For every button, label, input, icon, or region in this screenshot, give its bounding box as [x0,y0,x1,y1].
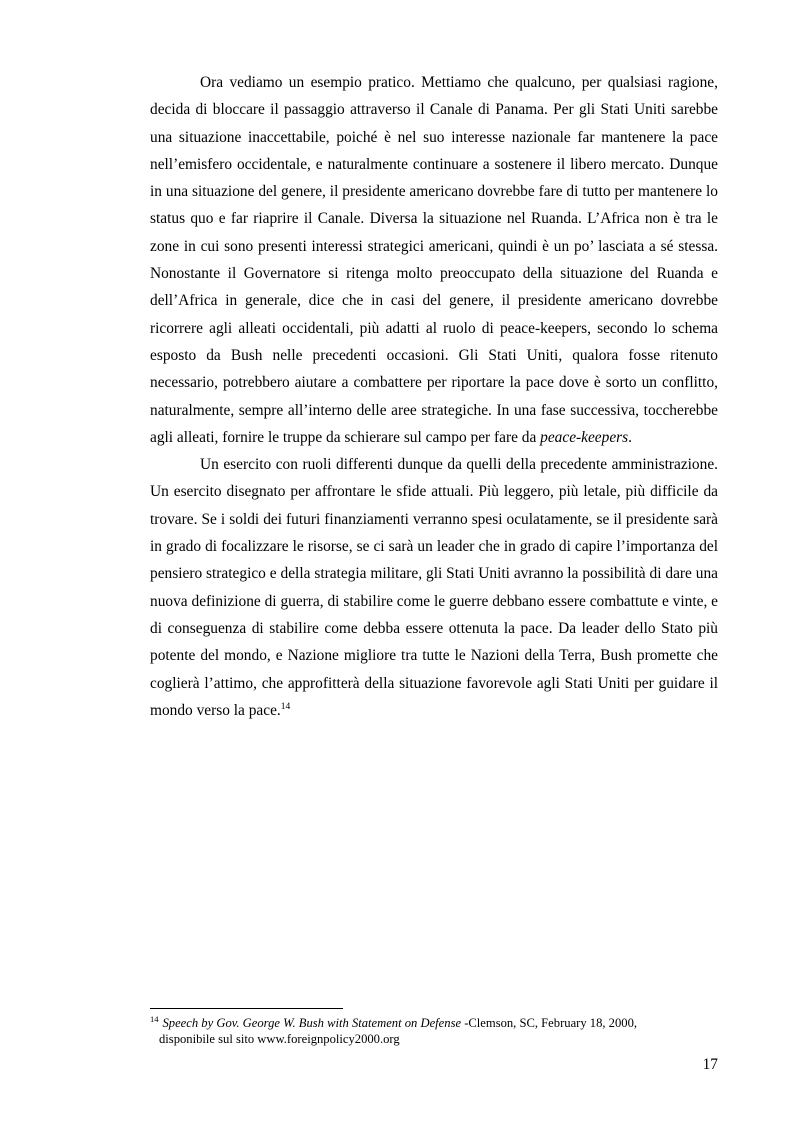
paragraph-1-end: . [628,428,633,446]
footnote-details: -Clemson, SC, February 18, 2000, [461,1016,638,1030]
paragraph-1 [150,69,718,451]
paragraph-1-text: Ora vediamo un esempio pratico. Mettiamo che qualcuno, per qualsiasi ragione, decida di bloccare il passaggio attraverso il Canale di Panama. Per gli Stati Uniti sarebbe una situazione inaccettabile, poiché è nel suo interesse nazionale far mantenere la pace nell’emisfero occidentale, e naturalmente continuare a sostenere il libero mercato. Dunque in una situazione del genere, il presidente americano dovrebbe fare di tutto per mantenere lo status quo e far riaprire il Canale. Diversa la situazione nel Ruanda. L’Africa non è tra le zone in cui sono presenti interessi strategici americani, quindi è un po’ lasciata a sé stessa. Nonostante il Governatore si ritenga molto preoccupato della situazione del Ruanda e dell’Africa in generale, dice che in casi del genere, il presidente americano dovrebbe ricorrere agli alleati occidentali, più adatti al ruolo di peace-keepers, secondo lo schema esposto da Bush nelle precedenti occasioni. Gli Stati Uniti, qualora fosse ritenuto necessario, potrebbero aiutare a combattere per riportare la pace dove è sorto un conflitto, naturalmente, sempre all’interno delle aree strategiche. In una fase successiva, toccherebbe agli alleati, fornire le truppe da schierare sul campo per fare da [150,74,718,446]
footnote-title: Speech by Gov. George W. Bush with Statement on Defense [162,1016,462,1030]
paragraph-1-italic: peace-keepers [540,428,629,446]
page-number: 17 [702,1056,718,1073]
footnote-separator [150,1008,343,1009]
footnote-source: disponibile sul sito www.foreignpolicy2000.org [159,1032,400,1046]
body-text [150,69,718,724]
footnote-reference: 14 [280,701,291,712]
paragraph-2-text: Un esercito con ruoli differenti dunque da quelli della precedente amministrazione. Un esercito disegnato per affrontare le sfide attuali. Più leggero, più letale, più difficile da trovare. Se i soldi dei futuri finanziamenti verranno spesi oculatamente, se il presidente sarà in grado di focalizzare le risorse, se ci sarà un leader che in grado di capire l’importanza del pensiero strategico e della strategia militare, gli Stati Uniti avranno la possibilità di dare una nuova definizione di guerra, di stabilire come le guerre debbano essere combattute e vinte, e di conseguenza di stabilire come debba essere ottenuta la pace. Da leader dello Stato più potente del mondo, e Nazione migliore tra tutte le Nazioni della Terra, Bush promette che coglierà l’attimo, che approfitterà della situazione favorevole agli Stati Uniti per guidare il mondo verso la pace. [150,456,718,719]
footnote [150,1015,718,1047]
footnote-number: 14 [150,1014,159,1024]
paragraph-2 [150,451,718,724]
